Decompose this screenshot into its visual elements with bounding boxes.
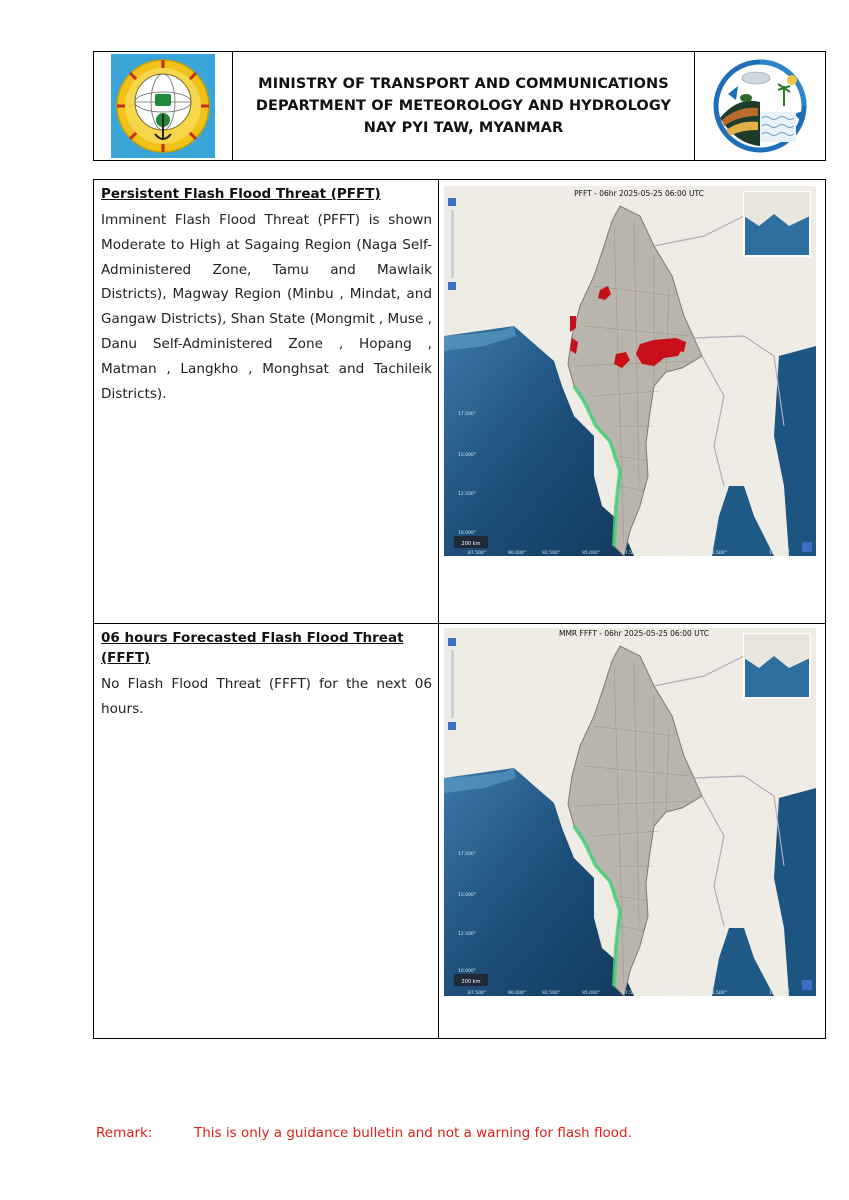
zoom-out-button[interactable]	[448, 722, 456, 730]
lon-label: 95.000°	[582, 551, 600, 556]
ffft-title: 06 hours Forecasted Flash Flood Threat (FFFT)	[101, 630, 404, 666]
info-button[interactable]	[802, 542, 812, 552]
ffft-map-canvas	[444, 628, 816, 996]
ministry-logo	[94, 52, 233, 160]
lat-label: 17.500°	[458, 852, 476, 857]
ministry-emblem-icon	[111, 54, 215, 158]
location: NAY PYI TAW, MYANMAR	[363, 120, 564, 136]
pfft-description: Imminent Flash Flood Threat (PFFT) is shown Moderate to High at Sagaing Region (Naga Self-Administered Zone, Tamu and Mawlaik Districts), Magway Region (Minbu , Mindat, and Gangaw Districts), Shan State (Mongmit , Muse , Danu Self-Administered Zone , Hopang , Matman , Langkho , Monghsat and Tachileik Districts).	[101, 212, 432, 402]
ffft-map-cell	[439, 624, 825, 1038]
zoom-in-button[interactable]	[448, 638, 456, 646]
zoom-out-button[interactable]	[448, 282, 456, 290]
dmh-logo	[694, 52, 825, 160]
letterhead	[93, 51, 826, 161]
info-button[interactable]	[802, 980, 812, 990]
lon-label: 92.500°	[542, 551, 560, 556]
lon-label: 87.500°	[468, 551, 486, 556]
pfft-map-canvas	[444, 186, 816, 556]
pfft-map-cell	[439, 180, 825, 623]
lon-label: 90.000°	[508, 551, 526, 556]
pfft-row	[94, 180, 825, 624]
lon-label: 87.500°	[468, 991, 486, 996]
scale-label: 200 km	[461, 979, 481, 985]
zoom-in-button[interactable]	[448, 198, 456, 206]
lon-label: 100.000°	[666, 551, 687, 556]
lat-label: 12.500°	[458, 492, 476, 497]
lon-label: 97.500°	[622, 551, 640, 556]
ffft-row	[94, 624, 825, 1038]
lat-label: 15.000°	[458, 453, 476, 458]
ministry-name: MINISTRY OF TRANSPORT AND COMMUNICATIONS	[258, 76, 669, 92]
pfft-map	[444, 186, 816, 556]
lat-label: 10.000°	[458, 531, 476, 536]
map-caption: PFFT - 06hr 2025-05-25 06:00 UTC	[574, 189, 704, 198]
letterhead-title-block	[233, 52, 694, 160]
lon-label: 95.000°	[582, 991, 600, 996]
lon-label: 92.500°	[542, 991, 560, 996]
remark-text: This is only a guidance bulletin and not a warning for flash flood.	[194, 1125, 632, 1141]
zoom-slider[interactable]	[451, 650, 454, 718]
lat-label: 12.500°	[458, 932, 476, 937]
scale-label: 200 km	[461, 541, 481, 547]
lon-label: 102.500°	[706, 551, 727, 556]
lon-label: 107.500°	[769, 551, 790, 556]
zoom-slider[interactable]	[451, 210, 454, 278]
remark-label: Remark:	[96, 1125, 153, 1141]
bulletin-table	[93, 179, 826, 1039]
lat-label: 10.000°	[458, 969, 476, 974]
remark	[96, 1125, 632, 1141]
lon-label: 97.500°	[622, 991, 640, 996]
pfft-text-cell	[94, 180, 439, 623]
lat-label: 15.000°	[458, 893, 476, 898]
ffft-description: No Flash Flood Threat (FFFT) for the next 06 hours.	[101, 676, 432, 717]
ffft-map	[444, 628, 816, 996]
map-caption: MMR FFFT - 06hr 2025-05-25 06:00 UTC	[558, 629, 710, 638]
department-name: DEPARTMENT OF METEOROLOGY AND HYDROLOGY	[255, 98, 672, 114]
pfft-title: Persistent Flash Flood Threat (PFFT)	[101, 186, 381, 202]
lon-label: 107.500°	[769, 991, 790, 996]
hydrological-cycle-icon	[708, 56, 812, 156]
lon-label: 102.500°	[706, 991, 727, 996]
lat-label: 17.500°	[458, 412, 476, 417]
lon-label: 100.000°	[666, 991, 687, 996]
ffft-text-cell	[94, 624, 439, 1038]
lon-label: 90.000°	[508, 991, 526, 996]
